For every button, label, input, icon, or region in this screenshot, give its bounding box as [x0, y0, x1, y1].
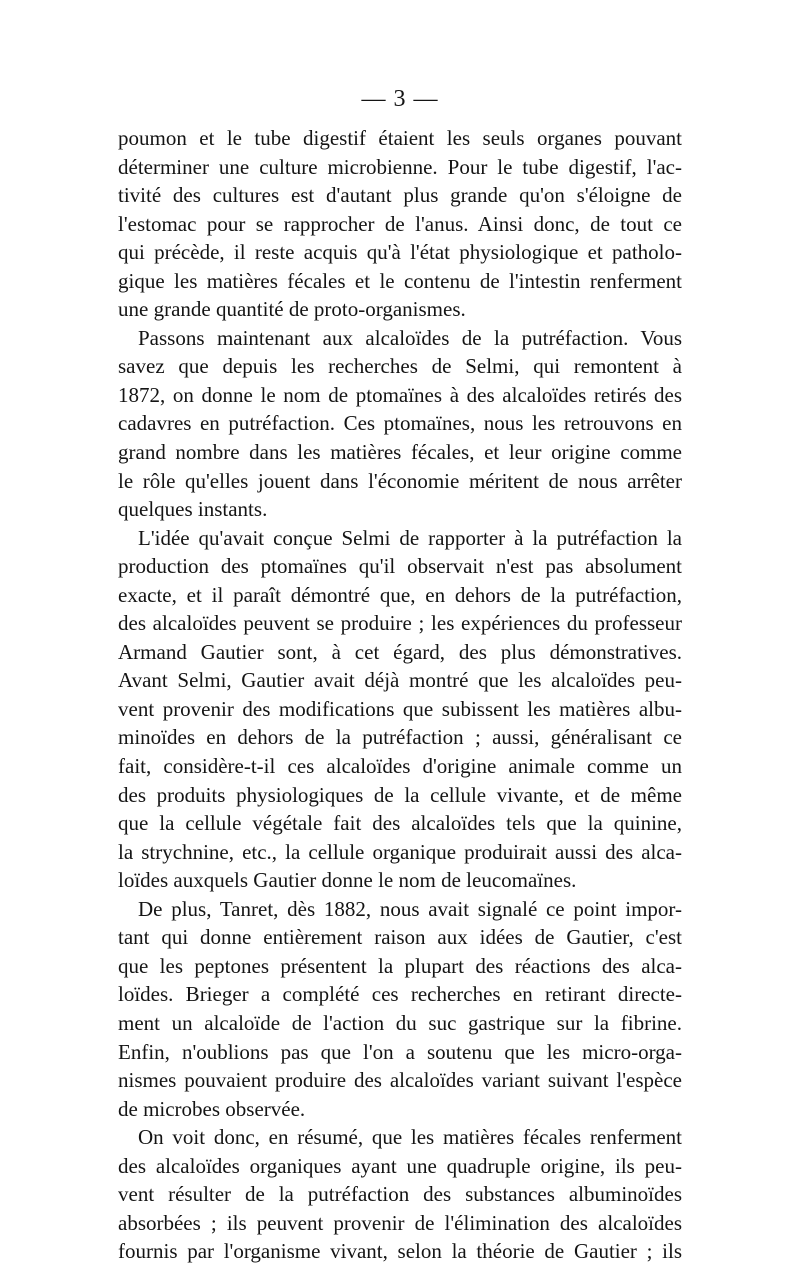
text-line: tant qui donne entièrement raison aux idées de Gautier, c'est	[118, 925, 682, 950]
text-line: 1872, on donne le nom de ptomaïnes à des alcaloïdes retirés des	[118, 382, 682, 407]
text-line: vent résulter de la putréfaction des substances albuminoïdes	[118, 1182, 682, 1207]
text-line: On voit donc, en résumé, que les matières fécales renferment	[138, 1125, 682, 1150]
text-line: Enfin, n'oublions pas que l'on a soutenu que les micro-orga-	[118, 1039, 682, 1064]
text-line: l'estomac pour se rapprocher de l'anus. Ainsi donc, de tout ce	[118, 211, 682, 236]
text-line: ment un alcaloïde de l'action du suc gastrique sur la fibrine.	[118, 1010, 682, 1035]
text-line: poumon et le tube digestif étaient les seuls organes pouvant	[118, 126, 682, 150]
text-line: quelques instants.	[118, 497, 268, 522]
text-line: le rôle qu'elles jouent dans l'économie méritent de nous arrêter	[118, 468, 682, 493]
text-line: cadavres en putréfaction. Ces ptomaïnes, nous les retrouvons en	[118, 411, 682, 436]
text-line: exacte, et il paraît démontré que, en dehors de la putréfaction,	[118, 582, 682, 607]
text-line: L'idée qu'avait conçue Selmi de rapporter à la putréfaction la	[138, 525, 682, 550]
text-line: vent provenir des modifications que subissent les matières albu-	[118, 696, 682, 721]
body-text	[118, 124, 682, 1266]
text-line: que les peptones présentent la plupart des réactions des alca-	[118, 953, 682, 978]
text-line: Passons maintenant aux alcaloïdes de la putréfaction. Vous	[138, 325, 682, 350]
text-line: qui précède, il reste acquis qu'à l'état physiologique et patholo-	[118, 240, 682, 265]
text-line: Avant Selmi, Gautier avait déjà montré que les alcaloïdes peu-	[118, 668, 682, 693]
text-line: grand nombre dans les matières fécales, et leur origine comme	[118, 440, 682, 465]
text-line: tivité des cultures est d'autant plus grande qu'on s'éloigne de	[118, 183, 682, 208]
text-line: la strychnine, etc., la cellule organique produirait aussi des alca-	[118, 839, 682, 864]
text-line: des alcaloïdes peuvent se produire ; les expériences du professeur	[118, 611, 682, 636]
text-line: déterminer une culture microbienne. Pour le tube digestif, l'ac-	[118, 154, 682, 179]
text-line: minoïdes en dehors de la putréfaction ; aussi, généralisant ce	[118, 725, 682, 750]
text-line: Armand Gautier sont, à cet égard, des plus démonstratives.	[118, 639, 682, 664]
text-line: une grande quantité de proto-organismes.	[118, 297, 466, 322]
text-line: De plus, Tanret, dès 1882, nous avait signalé ce point impor-	[138, 896, 682, 921]
text-line: fait, considère-t-il ces alcaloïdes d'origine animale comme un	[118, 754, 682, 779]
text-line: loïdes auxquels Gautier donne le nom de leucomaïnes.	[118, 868, 577, 893]
text-line: gique les matières fécales et le contenu de l'intestin renferment	[118, 268, 682, 293]
text-line: nismes pouvaient produire des alcaloïdes variant suivant l'espèce	[118, 1068, 682, 1093]
text-line: absorbées ; ils peuvent provenir de l'élimination des alcaloïdes	[118, 1210, 682, 1235]
text-line: production des ptomaïnes qu'il observait n'est pas absolument	[118, 554, 682, 579]
text-line: loïdes. Brieger a complété ces recherches en retirant directe-	[118, 982, 682, 1007]
text-line: que la cellule végétale fait des alcaloïdes tels que la quinine,	[118, 811, 682, 836]
text-line: de microbes observée.	[118, 1096, 306, 1121]
text-line: des produits physiologiques de la cellule vivante, et de même	[118, 782, 682, 807]
text-line: fournis par l'organisme vivant, selon la théorie de Gautier ; ils	[118, 1239, 682, 1264]
text-line: des alcaloïdes organiques ayant une quadruple origine, ils peu-	[118, 1153, 682, 1178]
text-line: savez que depuis les recherches de Selmi, qui remontent à	[118, 354, 682, 379]
page-number: — 3 —	[361, 86, 439, 112]
